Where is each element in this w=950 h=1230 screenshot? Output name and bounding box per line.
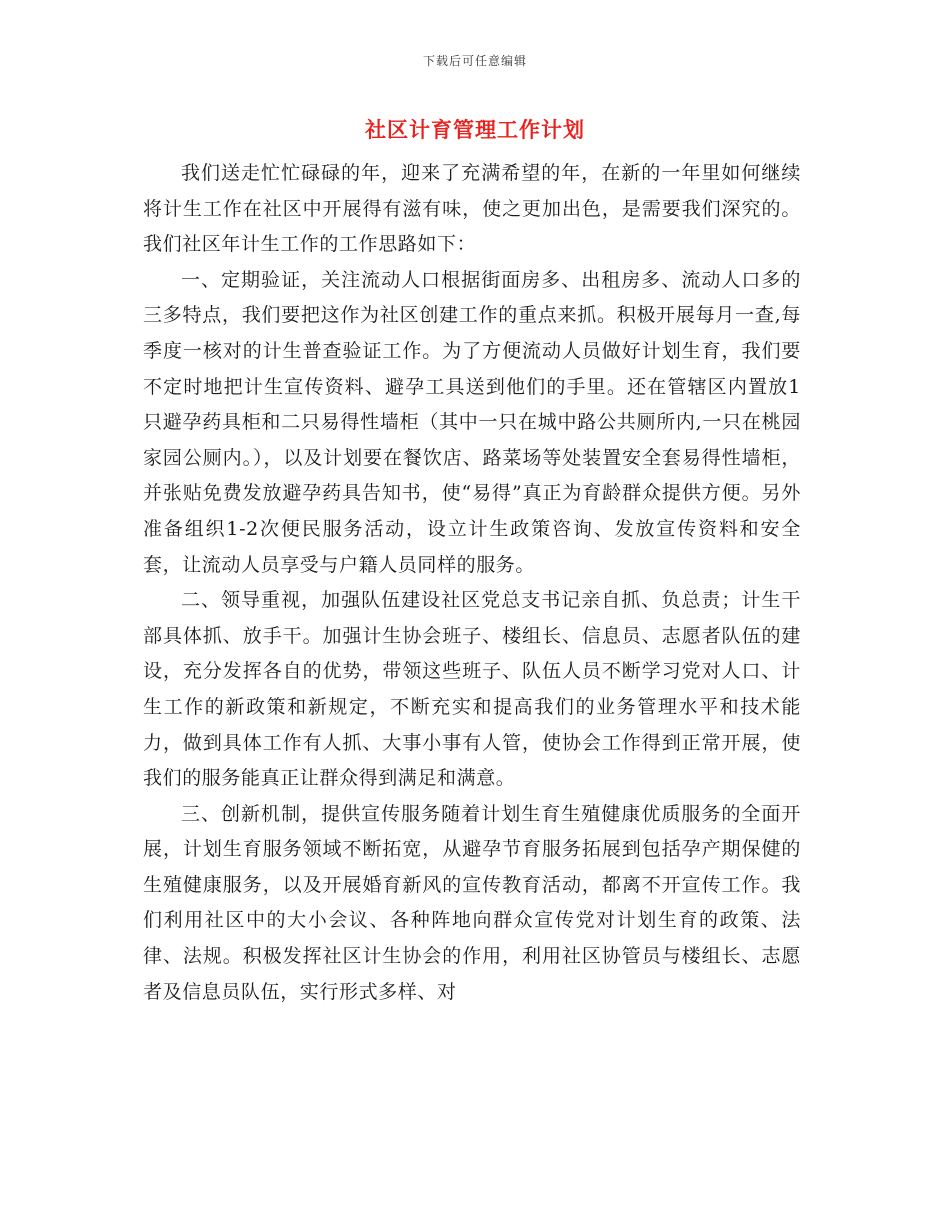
- page-header-note: 下载后可任意编辑: [422, 54, 527, 68]
- paragraph-section-2: 二、领导重视，加强队伍建设社区党总支书记亲自抓、负总责；计生干部具体抓、放手干。加强计生协会班子、楼组长、信息员、志愿者队伍的建设，充分发挥各自的优势，带领这些班子、队伍人员不断学习党对人口、计生工作的新政策和新规定，不断充实和提高我们的业务管理水平和技术能力，做到具体工作有人抓、大事小事有人管，使协会工作得到正常开展，使我们的服务能真正让群众得到满足和满意。: [143, 589, 801, 790]
- paragraph-section-1: 一、定期验证，关注流动人口根据街面房多、出租房多、流动人口多的三多特点，我们要把这作为社区创建工作的重点来抓。积极开展每月一查,每季度一核对的计生普查验证工作。为了方便流动人员做好计划生育，我们要不定时地把计生宣传资料、避孕工具送到他们的手里。还在管辖区内置放1只避孕药具柜和二只易得性墙柜（其中一只在城中路公共厕所内,一只在桃园家园公厕内。），以及计划要在餐饮店、路菜场等处装置安全套易得性墙柜，并张贴免费发放避孕药具告知书，使“易得”真正为育龄群众提供方便。另外准备组织1-2次便民服务活动，设立计生政策咨询、发放宣传资料和安全套，让流动人员享受与户籍人员同样的服务。: [143, 268, 801, 576]
- paragraph-section-3: 三、创新机制，提供宣传服务随着计划生育生殖健康优质服务的全面开展，计划生育服务领域不断拓宽，从避孕节育服务拓展到包括孕产期保健的生殖健康服务，以及开展婚育新风的宣传教育活动，都离不开宣传工作。我们利用社区中的大小会议、各种阵地向群众宣传党对计划生育的政策、法律、法规。积极发挥社区计生协会的作用，利用社区协管员与楼组长、志愿者及信息员队伍，实行形式多样、对: [143, 802, 801, 1003]
- document-body: [143, 156, 801, 1010]
- document-title: 社区计育管理工作计划: [365, 117, 585, 142]
- paragraph-intro: 我们送走忙忙碌碌的年，迎来了充满希望的年，在新的一年里如何继续将计生工作在社区中开展得有滋有味，使之更加出色，是需要我们深究的。我们社区年计生工作的工作思路如下：: [143, 162, 801, 256]
